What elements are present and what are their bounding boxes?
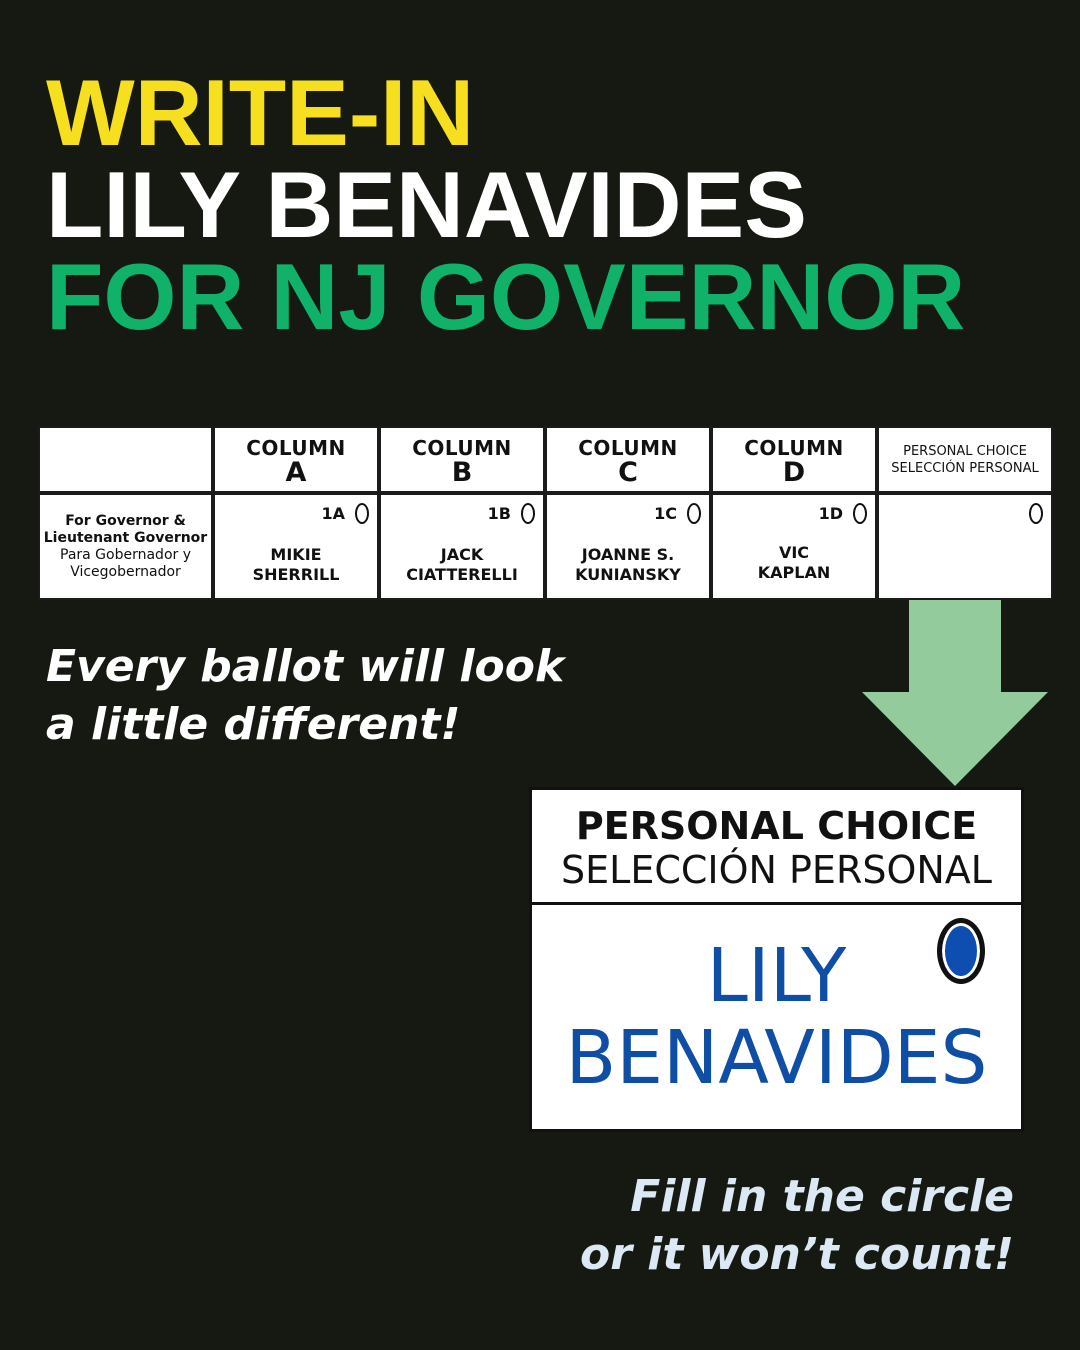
column-letter: D — [782, 457, 806, 488]
ballot-race-label — [38, 493, 213, 600]
ballot-candidate-cell-1c[interactable] — [545, 493, 711, 600]
different-ballot-message — [46, 638, 564, 754]
message-line: or it won’t count! — [579, 1229, 1014, 1280]
column-word: COLUMN — [412, 436, 512, 460]
candidate-code: 1C — [654, 504, 677, 523]
ballot-personal-choice-cell[interactable] — [877, 493, 1053, 600]
vote-oval[interactable] — [853, 503, 867, 524]
candidate-code: 1A — [321, 504, 345, 523]
ballot-column-header-b — [379, 426, 545, 493]
candidate-code: 1B — [487, 504, 511, 523]
ballot-column-header-d — [711, 426, 877, 493]
vote-oval[interactable] — [687, 503, 701, 524]
sample-ballot — [38, 426, 1053, 600]
ballot-column-header-a — [213, 426, 379, 493]
vote-oval[interactable] — [521, 503, 535, 524]
candidate-last-name: KAPLAN — [757, 563, 831, 582]
write-in-name — [532, 935, 1021, 1099]
personal-choice-zoom-header — [529, 787, 1024, 905]
personal-choice-label-en: PERSONAL CHOICE — [903, 443, 1027, 459]
candidate-last-name: CIATTERELLI — [406, 565, 518, 584]
vote-oval[interactable] — [355, 503, 369, 524]
personal-choice-title-en: PERSONAL CHOICE — [575, 804, 978, 848]
column-word: COLUMN — [744, 436, 844, 460]
ballot-personal-choice-header — [877, 426, 1053, 493]
ballot-candidate-cell-1b[interactable] — [379, 493, 545, 600]
candidate-code: 1D — [818, 504, 843, 523]
ballot-candidate-cell-1a[interactable] — [213, 493, 379, 600]
race-label-es-1: Para Gobernador y — [60, 546, 191, 563]
race-label-en-1: For Governor & — [65, 512, 186, 529]
headline-candidate-name: LILY BENAVIDES — [46, 152, 807, 257]
ballot-column-header-c — [545, 426, 711, 493]
candidate-last-name: KUNIANSKY — [575, 565, 681, 584]
column-letter: A — [285, 457, 307, 488]
fill-circle-message — [580, 1168, 1014, 1284]
personal-choice-write-in-box[interactable] — [529, 902, 1024, 1132]
headline-write-in: WRITE-IN — [46, 60, 475, 165]
message-line: Every ballot will look — [46, 641, 565, 692]
message-line: Fill in the circle — [630, 1171, 1014, 1222]
candidate-first-name: JACK — [440, 545, 484, 564]
headline-office: FOR NJ GOVERNOR — [46, 244, 966, 349]
write-in-last-name: BENAVIDES — [565, 1015, 988, 1101]
vote-oval[interactable] — [1029, 503, 1043, 524]
column-letter: C — [618, 457, 638, 488]
column-word: COLUMN — [246, 436, 346, 460]
column-letter: B — [451, 457, 473, 488]
candidate-first-name: VIC — [778, 543, 810, 562]
candidate-first-name: JOANNE S. — [581, 545, 675, 564]
ballot-empty-header-cell — [38, 426, 213, 493]
down-arrow-icon — [862, 600, 1048, 786]
candidate-first-name: MIKIE — [270, 545, 322, 564]
column-word: COLUMN — [578, 436, 678, 460]
candidate-last-name: SHERRILL — [252, 565, 340, 584]
personal-choice-label-es: SELECCIÓN PERSONAL — [891, 460, 1039, 476]
ballot-candidate-cell-1d[interactable] — [711, 493, 877, 600]
race-label-es-2: Vicegobernador — [70, 563, 181, 580]
message-line: a little different! — [46, 699, 461, 750]
write-in-first-name: LILY — [706, 933, 847, 1019]
race-label-en-2: Lieutenant Governor — [43, 529, 208, 546]
personal-choice-title-es: SELECCIÓN PERSONAL — [561, 848, 992, 892]
